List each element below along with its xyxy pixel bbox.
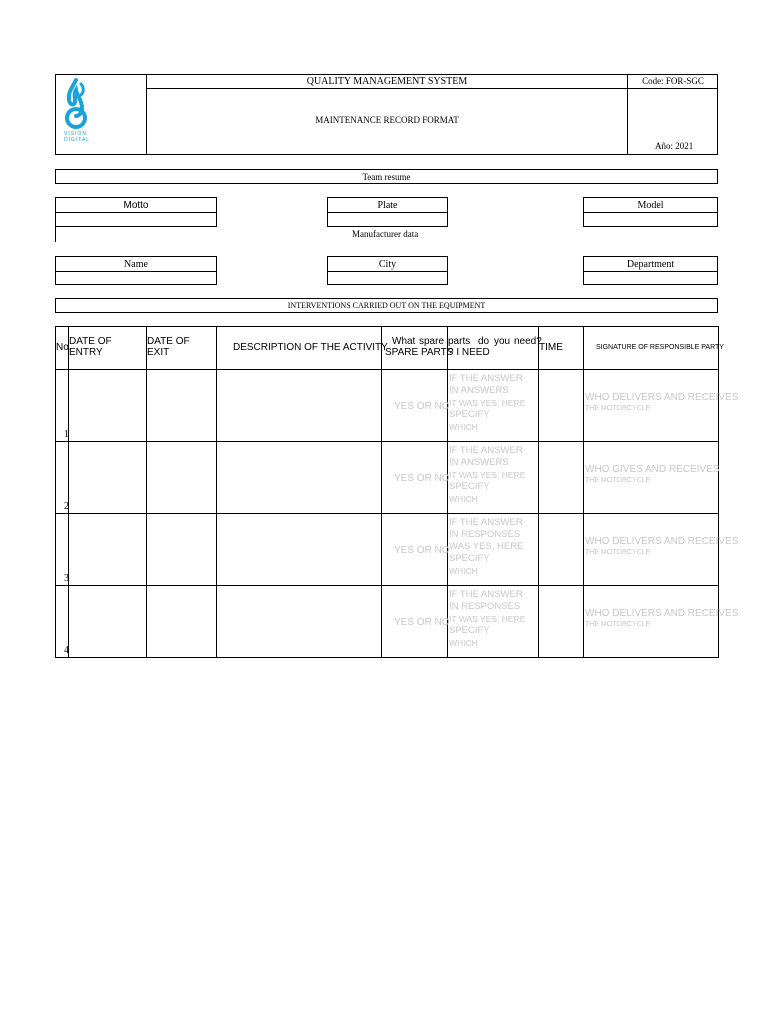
date-entry-cell[interactable] [69,586,147,658]
department-label: Department [584,257,717,272]
header-date-entry: DATE OF ENTRY [69,327,147,370]
spare-which-cell[interactable]: IF THE ANSWER IN ANSWERS IT WAS YES, HERE SPECIFY WHICH [448,442,539,514]
team-resume-heading: Team resume [55,169,718,184]
date-exit-cell[interactable] [147,370,217,442]
system-title: QUALITY MANAGEMENT SYSTEM [306,75,468,87]
table-header-row [56,327,719,370]
spare-which-cell[interactable]: IF THE ANSWER IN ANSWERS IT WAS YES, HERE SPECIFY WHICH [448,370,539,442]
table-row [56,514,719,586]
manufacturer-data-label: Manufacturer data [352,229,419,239]
description-cell[interactable] [217,586,382,658]
spare-which-cell[interactable]: IF THE ANSWER IN RESPONSES IT WAS YES, HERE SPECIFY WHICH [448,586,539,658]
motto-field [55,197,217,227]
time-cell[interactable] [539,442,584,514]
logo-text-digital: DIGITAL [64,137,91,143]
header-date-exit: DATE OF EXIT [147,327,217,370]
time-cell[interactable] [539,514,584,586]
time-cell[interactable] [539,370,584,442]
row-number-cell: 1 [56,370,69,442]
row-number-cell: 2 [56,442,69,514]
spare-yes-no-cell[interactable]: YES OR NO [382,442,448,514]
date-entry-cell[interactable] [69,514,147,586]
time-cell[interactable] [539,586,584,658]
header-row-divider [146,88,718,89]
spare-which-cell[interactable]: IF THE ANSWER IN RESPONSES WAS YES, HERE SPECIFY WHICH [448,514,539,586]
motto-extension-line [55,226,56,242]
header-signature: SIGNATURE OF RESPONSIBLE PARTY [584,327,719,370]
header-time: TIME [539,327,584,370]
table-row [56,442,719,514]
plate-label: Plate [328,198,447,213]
name-label: Name [56,257,216,272]
signature-cell[interactable]: WHO DELIVERS AND RECEIVES THE MOTORCYCLE [584,370,719,442]
row-number-cell: 4 [56,586,69,658]
model-field [583,197,718,227]
table-row [56,370,719,442]
logo-text-vision: VISION [64,131,87,137]
spare-yes-no-cell[interactable]: YES OR NO [382,514,448,586]
plate-field [327,197,448,227]
city-field [327,256,448,285]
description-cell[interactable] [217,514,382,586]
header-spare-parts-need: parts do you need? ? I NEED [448,327,539,370]
form-year: Año: 2021 [655,141,694,151]
header-description: DESCRIPTION OF THE ACTIVITY [217,327,382,370]
signature-cell[interactable]: WHO DELIVERS AND RECEIVES THE MOTORCYCLE [584,586,719,658]
motto-label: Motto [56,198,216,213]
format-title: MAINTENANCE RECORD FORMAT [315,115,459,125]
interventions-heading: INTERVENTIONS CARRIED OUT ON THE EQUIPMENT [55,298,718,313]
date-exit-cell[interactable] [147,586,217,658]
model-label: Model [584,198,717,213]
signature-cell[interactable]: WHO DELIVERS AND RECEIVES THE MOTORCYCLE [584,514,719,586]
date-entry-cell[interactable] [69,442,147,514]
header-spare-parts: What spare SPARE PARTS [382,327,448,370]
description-cell[interactable] [217,442,382,514]
interventions-table [55,326,739,658]
name-field [55,256,217,285]
department-field [583,256,718,285]
row-number-cell: 3 [56,514,69,586]
spare-yes-no-cell[interactable]: YES OR NO [382,370,448,442]
date-exit-cell[interactable] [147,442,217,514]
date-exit-cell[interactable] [147,514,217,586]
company-logo [60,78,100,148]
city-label: City [328,257,447,272]
date-entry-cell[interactable] [69,370,147,442]
signature-cell[interactable]: WHO GIVES AND RECEIVES THE MOTORCYCLE [584,442,719,514]
description-cell[interactable] [217,370,382,442]
form-code: Code: FOR-SGC [642,76,704,86]
spare-yes-no-cell[interactable]: YES OR NO [382,586,448,658]
table-row [56,586,719,658]
header-no: No. [56,327,69,370]
